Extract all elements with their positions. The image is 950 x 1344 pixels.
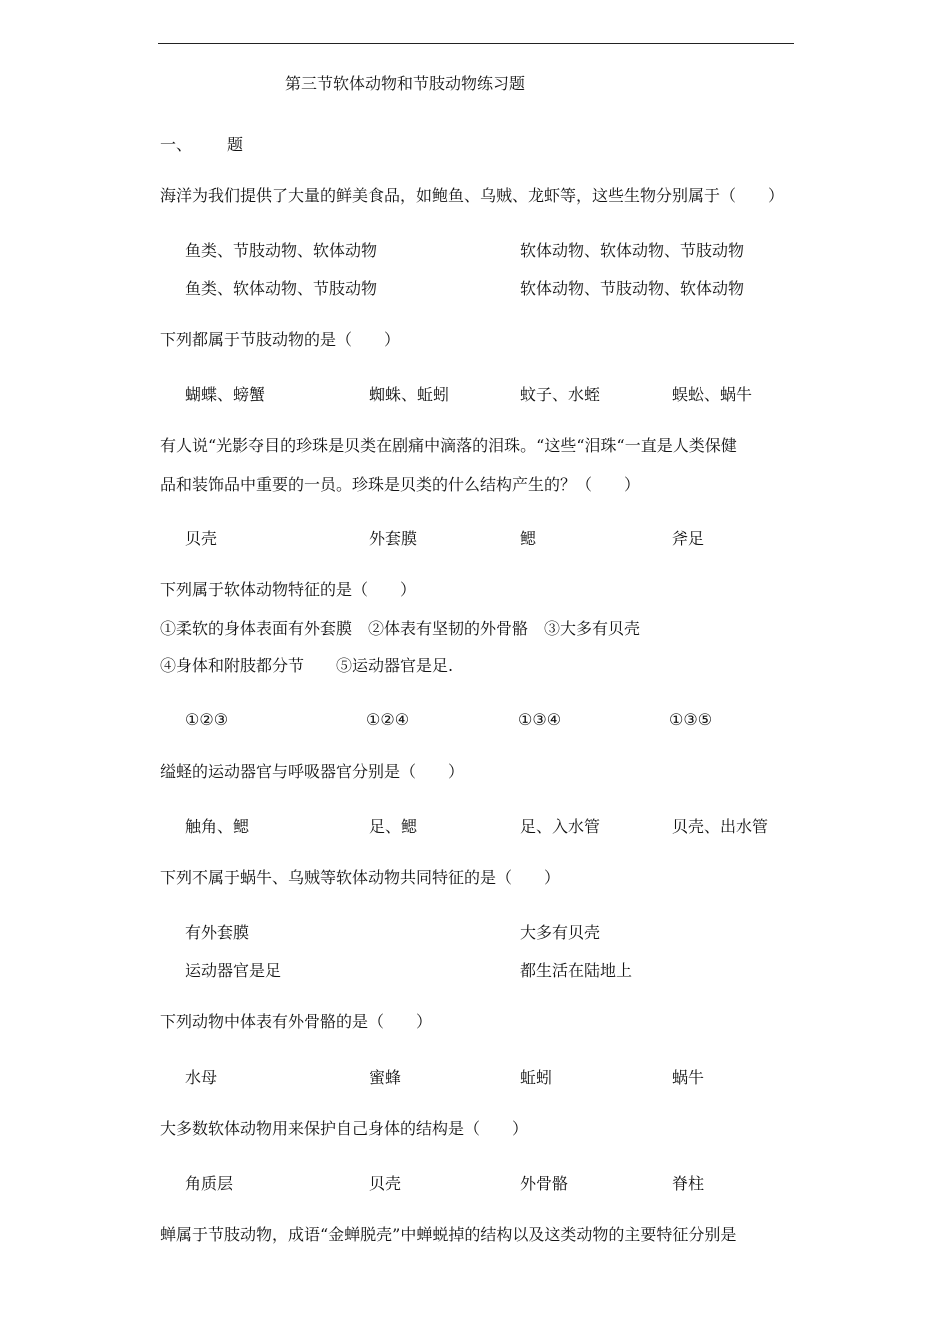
option-b: 外套膜	[369, 529, 418, 548]
question-stem: 下列动物中体表有外骨骼的是（ ）	[160, 1012, 433, 1031]
option-d: 蜈蚣、蜗牛	[672, 385, 753, 404]
option-d: 都生活在陆地上	[520, 961, 633, 980]
option-c: 外骨骼	[520, 1174, 569, 1193]
option-d: 斧足	[672, 529, 705, 548]
question-stem: 海洋为我们提供了大量的鲜美食品，如鲍鱼、乌贼、龙虾等，这些生物分别属于（ ）	[160, 186, 785, 205]
page-title: 第三节软体动物和节肢动物练习题	[285, 74, 526, 93]
option-c: 鱼类、软体动物、节肢动物	[185, 279, 378, 298]
option-b: 软体动物、软体动物、节肢动物	[520, 241, 745, 260]
option-b: 蜜蜂	[369, 1068, 402, 1087]
option-b: 大多有贝壳	[520, 923, 601, 942]
question-stem: 缢蛏的运动器官与呼吸器官分别是（ ）	[160, 762, 465, 781]
option-b: 足、鳃	[369, 817, 418, 836]
option-c: 鳃	[520, 529, 537, 548]
option-c: ①③④	[518, 710, 562, 729]
option-b: ①②④	[366, 710, 410, 729]
option-c: 蚯蚓	[520, 1068, 553, 1087]
option-a: 贝壳	[185, 529, 218, 548]
option-d: 软体动物、节肢动物、软体动物	[520, 279, 745, 298]
option-c: 足、入水管	[520, 817, 601, 836]
option-a: 有外套膜	[185, 923, 250, 942]
option-d: 脊柱	[672, 1174, 705, 1193]
option-a: 水母	[185, 1068, 218, 1087]
section-label: 题	[227, 135, 244, 154]
option-d: ①③⑤	[669, 710, 713, 729]
section-number: 一、	[160, 135, 193, 154]
question-stem: 下列不属于蜗牛、乌贼等软体动物共同特征的是（ ）	[160, 868, 561, 887]
option-d: 蜗牛	[672, 1068, 705, 1087]
option-a: 鱼类、节肢动物、软体动物	[185, 241, 378, 260]
question-statements: ①柔软的身体表面有外套膜 ②体表有坚韧的外骨骼 ③大多有贝壳	[160, 619, 641, 638]
option-d: 贝壳、出水管	[672, 817, 769, 836]
option-c: 蚊子、水蛭	[520, 385, 601, 404]
option-a: ①②③	[185, 710, 229, 729]
option-b: 贝壳	[369, 1174, 402, 1193]
question-stem: 下列属于软体动物特征的是（ ）	[160, 580, 417, 599]
question-stem: 下列都属于节肢动物的是（ ）	[160, 330, 401, 349]
option-a: 角质层	[185, 1174, 234, 1193]
option-a: 触角、鳃	[185, 817, 250, 836]
header-rule	[158, 43, 794, 44]
option-b: 蜘蛛、蚯蚓	[369, 385, 450, 404]
question-stem: 有人说“光影夺目的珍珠是贝类在剧痛中滴落的泪珠。“这些“泪珠“一直是人类保健	[160, 436, 737, 455]
option-c: 运动器官是足	[185, 961, 282, 980]
question-stem: 大多数软体动物用来保护自己身体的结构是（ ）	[160, 1119, 529, 1138]
option-a: 蝴蝶、螃蟹	[185, 385, 266, 404]
question-stem-continued: 品和装饰品中重要的一员。珍珠是贝类的什么结构产生的？（ ）	[160, 475, 641, 494]
question-stem: 蝉属于节肢动物，成语“金蝉脱壳”中蝉蜕掉的结构以及这类动物的主要特征分别是	[160, 1225, 737, 1244]
question-statements: ④身体和附肢都分节 ⑤运动器官是足.	[160, 656, 454, 675]
